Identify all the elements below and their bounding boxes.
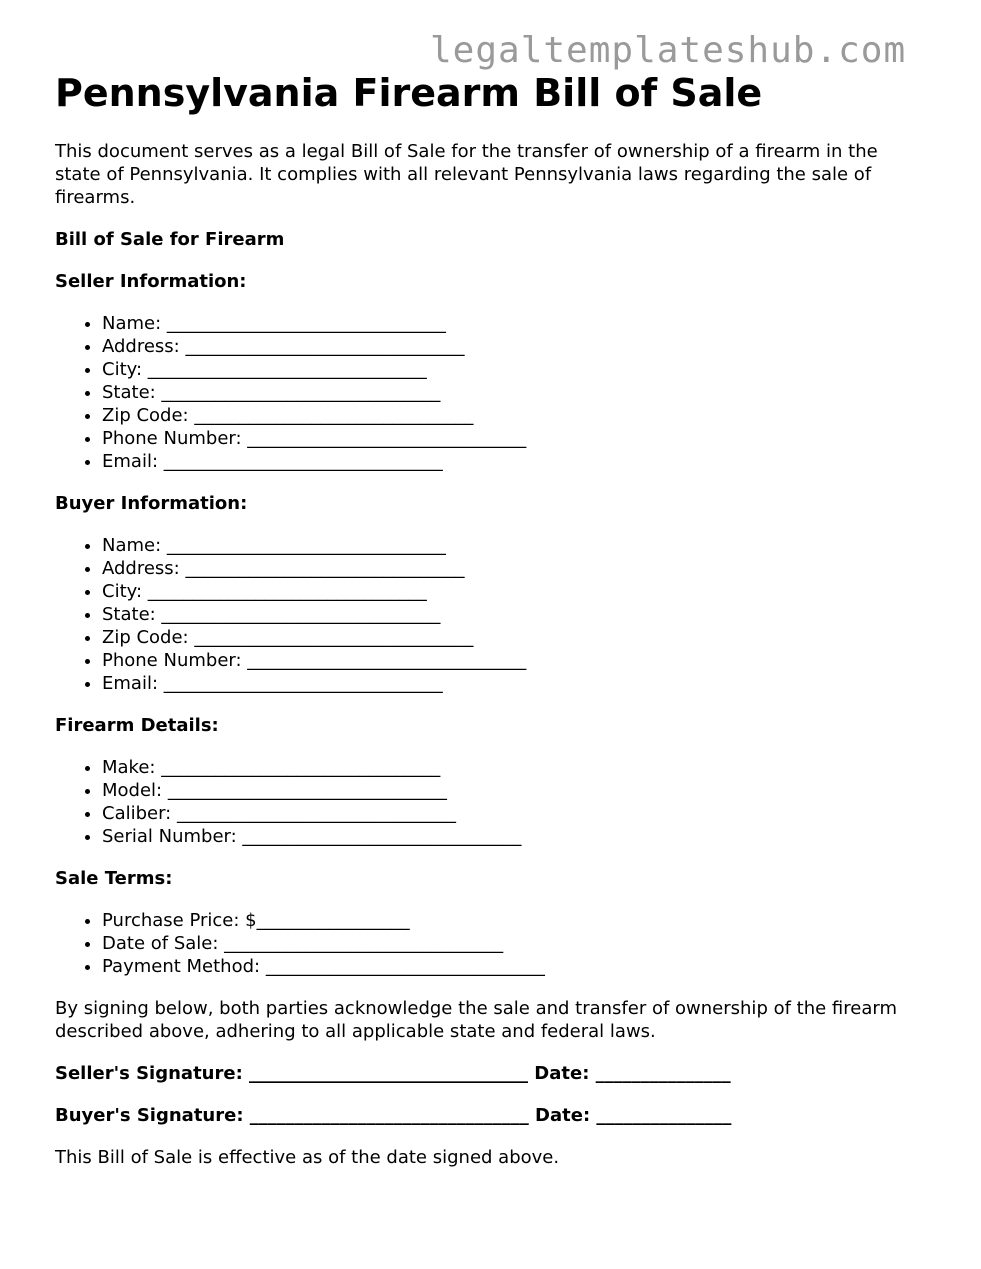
buyer-phone-field: • Phone Number: _______________________________	[102, 649, 925, 672]
seller-state-field: • State: _______________________________	[102, 381, 925, 404]
buyer-heading: Buyer Information:	[55, 493, 248, 514]
firearm-serial-field: • Serial Number: _______________________________	[102, 825, 925, 848]
sale-terms-list	[55, 909, 925, 978]
buyer-address-field: • Address: _______________________________	[102, 557, 925, 580]
buyer-zip-field: • Zip Code: _______________________________	[102, 626, 925, 649]
seller-fields-list	[55, 312, 925, 473]
date-of-sale-field: • Date of Sale: _______________________________	[102, 932, 925, 955]
document-body	[55, 140, 925, 1188]
acknowledgement-paragraph: By signing below, both parties acknowledge the sale and transfer of ownership of the firearm described above, adhering to all applicable state and federal laws.	[55, 998, 897, 1042]
seller-signature-line: Seller's Signature: _______________________________ Date: _______________	[55, 1063, 731, 1084]
purchase-price-field: • Purchase Price: $_________________	[102, 909, 925, 932]
sale-terms-heading: Sale Terms:	[55, 868, 173, 889]
firearm-caliber-field: • Caliber: _______________________________	[102, 802, 925, 825]
seller-email-field: • Email: _______________________________	[102, 450, 925, 473]
buyer-name-field: • Name: _______________________________	[102, 534, 925, 557]
seller-address-field: • Address: _______________________________	[102, 335, 925, 358]
seller-heading: Seller Information:	[55, 271, 247, 292]
buyer-fields-list	[55, 534, 925, 695]
payment-method-field: • Payment Method: _______________________________	[102, 955, 925, 978]
bill-of-sale-heading: Bill of Sale for Firearm	[55, 229, 285, 250]
seller-city-field: • City: _______________________________	[102, 358, 925, 381]
buyer-signature-line: Buyer's Signature: _______________________________ Date: _______________	[55, 1105, 732, 1126]
seller-name-field: • Name: _______________________________	[102, 312, 925, 335]
watermark: legaltemplateshub.com	[430, 30, 907, 71]
firearm-model-field: • Model: _______________________________	[102, 779, 925, 802]
firearm-heading: Firearm Details:	[55, 715, 219, 736]
closing-paragraph: This Bill of Sale is effective as of the date signed above.	[55, 1147, 560, 1168]
buyer-email-field: • Email: _______________________________	[102, 672, 925, 695]
firearm-fields-list	[55, 756, 925, 848]
intro-paragraph: This document serves as a legal Bill of Sale for the transfer of ownership of a firearm in the state of Pennsylvania. It complies with all relevant Pennsylvania laws regarding the sale of firearms.	[55, 141, 878, 208]
seller-zip-field: • Zip Code: _______________________________	[102, 404, 925, 427]
buyer-city-field: • City: _______________________________	[102, 580, 925, 603]
buyer-state-field: • State: _______________________________	[102, 603, 925, 626]
seller-phone-field: • Phone Number: _______________________________	[102, 427, 925, 450]
firearm-make-field: • Make: _______________________________	[102, 756, 925, 779]
page-title: Pennsylvania Firearm Bill of Sale	[55, 71, 763, 115]
